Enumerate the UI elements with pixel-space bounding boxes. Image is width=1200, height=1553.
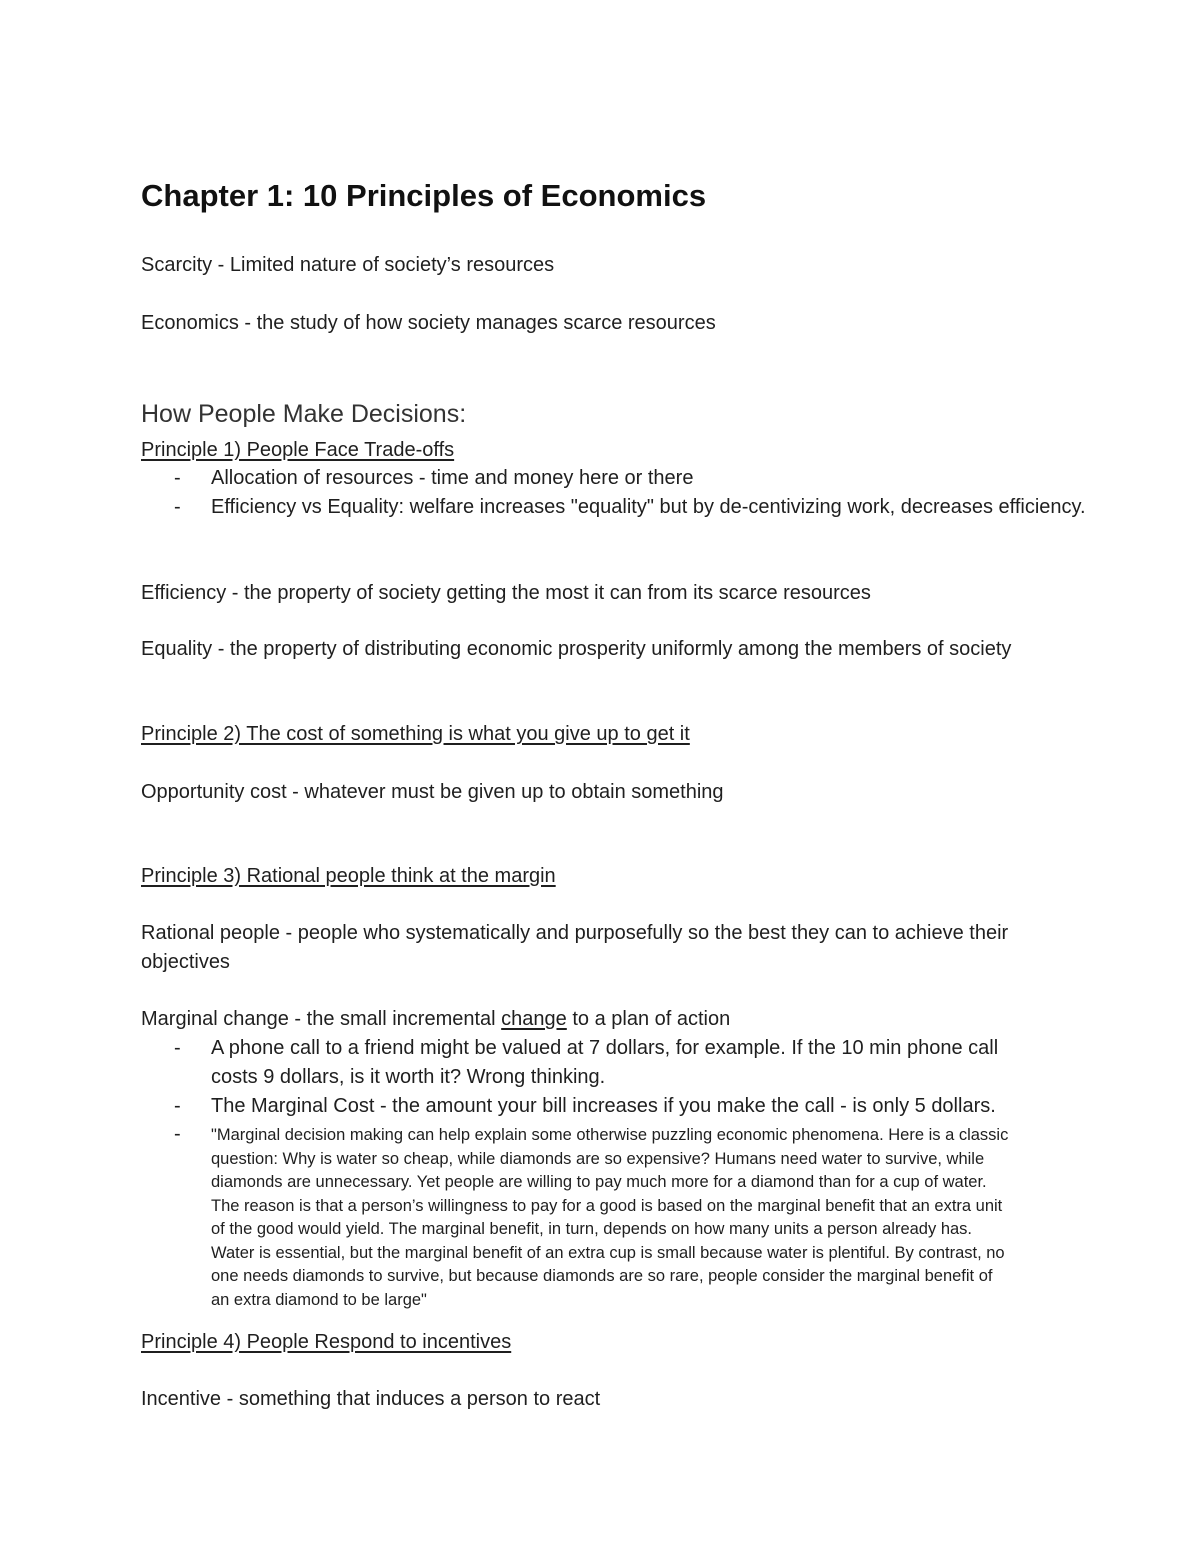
list-item — [141, 464, 1101, 493]
principle-4-heading: Principle 4) People Respond to incentives — [141, 1331, 512, 1353]
bullet-dash: - — [174, 1095, 181, 1117]
principle-1-heading: Principle 1) People Face Trade-offs — [141, 439, 455, 461]
marginal-change-definition — [141, 1005, 730, 1034]
bullet-text: A phone call to a friend might be valued at 7 dollars, for example. If the 10 min phone call costs 9 dollars, is it worth it? Wrong thinking. — [211, 1037, 999, 1088]
quote-text: "Marginal decision making can help explain some otherwise puzzling economic phenomena. Here is a classic question: Why is water so cheap, while diamonds are so expensive? Humans need water to survive, while diamonds are unnecessary. Yet people are willing to pay much more for a diamond than for a cup of water. The reason is that a person’s willingness to pay for a good is based on the marginal benefit that an extra unit of the good would yield. The marginal benefit, in turn, depends on how many units a person already has. Water is essential, but the marginal benefit of an extra cup is small because water is plentiful. By contrast, no one needs diamonds to survive, but because diamonds are so rare, people consider the marginal benefit of an extra diamond to be large" — [211, 1126, 1009, 1309]
opportunity-cost-definition: Opportunity cost - whatever must be given up to obtain something — [141, 781, 724, 803]
bullet-dash: - — [174, 1037, 181, 1059]
incentive-definition: Incentive - something that induces a person to react — [141, 1388, 601, 1410]
rational-people-definition: Rational people - people who systematically and purposefully so the best they can to achieve their objectives — [141, 922, 1009, 973]
efficiency-definition: Efficiency - the property of society getting the most it can from its scarce resources — [141, 582, 871, 604]
economics-definition: Economics - the study of how society manages scarce resources — [141, 312, 716, 334]
principle-3-heading: Principle 3) Rational people think at the margin — [141, 865, 556, 887]
marginal-change-underlined: change — [501, 1008, 567, 1030]
list-item — [141, 493, 1101, 522]
marginal-change-suffix: to a plan of action — [566, 1008, 731, 1030]
marginal-change-prefix: Marginal change - the small incremental — [141, 1008, 502, 1030]
principle-1-bullet-list — [141, 464, 1101, 522]
bullet-dash: - — [174, 496, 181, 518]
list-item — [141, 1121, 1101, 1312]
equality-definition: Equality - the property of distributing economic prosperity uniformly among the members of society — [141, 638, 1012, 660]
marginal-bullet-list — [141, 1034, 1101, 1312]
list-item — [141, 1092, 1101, 1121]
page-title: Chapter 1: 10 Principles of Economics — [141, 178, 707, 213]
scarcity-definition: Scarcity - Limited nature of society’s resources — [141, 254, 555, 276]
bullet-text: The Marginal Cost - the amount your bill increases if you make the call - is only 5 dollars. — [211, 1095, 996, 1117]
bullet-text: Efficiency vs Equality: welfare increases "equality" but by de-centivizing work, decreases efficiency. — [211, 496, 1086, 518]
section-heading-decisions: How People Make Decisions: — [141, 400, 467, 428]
bullet-text: Allocation of resources - time and money here or there — [211, 467, 694, 489]
principle-2-heading: Principle 2) The cost of something is what you give up to get it — [141, 723, 690, 745]
bullet-dash: - — [174, 1123, 181, 1145]
bullet-dash: - — [174, 467, 181, 489]
list-item — [141, 1034, 1101, 1092]
